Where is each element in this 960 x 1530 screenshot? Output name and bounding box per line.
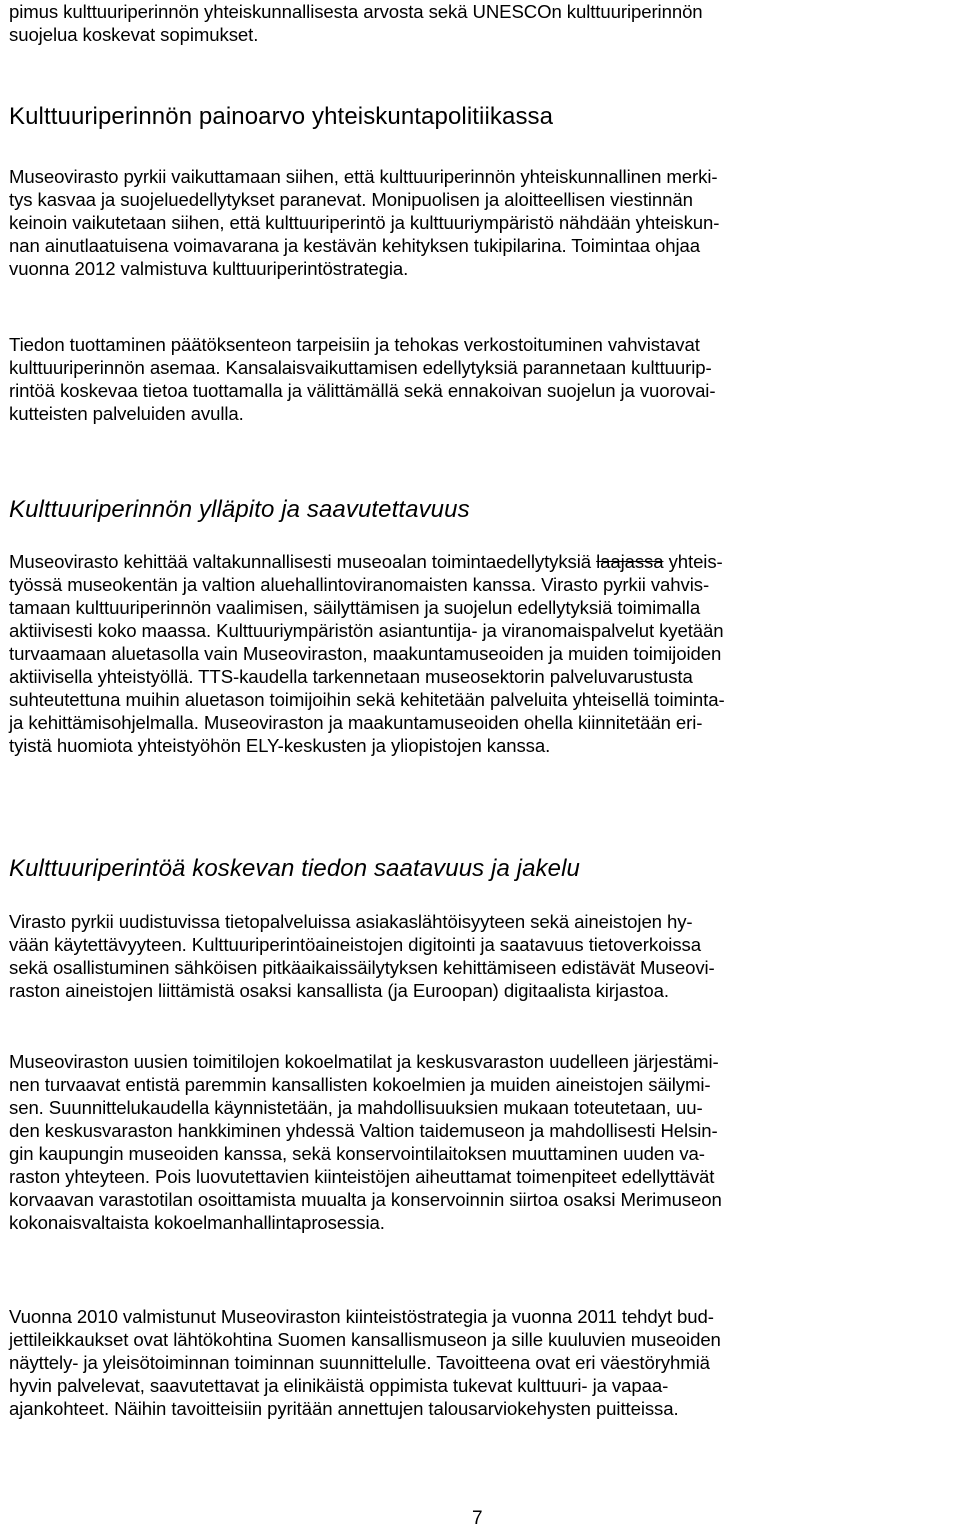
text-line: pimus kulttuuriperinnön yhteiskunnallisesta arvosta sekä UNESCOn kulttuuriperinnön — [9, 1, 703, 22]
text-line: vuonna 2012 valmistuva kulttuuriperintöstrategia. — [9, 258, 409, 279]
struck-text: laajassa — [596, 551, 664, 572]
paragraph-yllapito-1 — [9, 550, 954, 757]
section-heading-yllapito: Kulttuuriperinnön ylläpito ja saavutettavuus — [9, 496, 470, 523]
text-line: ja kehittämisohjelmalla. Museoviraston ja maakuntamuseoiden ohella kiinnitetään eri- — [9, 712, 703, 733]
text-line: nan ainutlaatuisena voimavarana ja kestävän kehityksen tukipilarina. Toimintaa ohjaa — [9, 235, 701, 256]
intro-paragraph — [9, 0, 954, 46]
text-line: näyttely- ja yleisötoiminnan toiminnan suunnittelulle. Tavoitteena ovat eri väestöryhmiä — [9, 1352, 710, 1373]
paragraph-painoarvo-1 — [9, 165, 954, 280]
text-line: sekä osallistuminen sähköisen pitkäaikaissäilytyksen kehittämiseen edistävät Museovi- — [9, 957, 715, 978]
text-line: ajankohteet. Näihin tavoitteisiin pyritään annettujen talousarviokehysten puitteissa. — [9, 1398, 679, 1419]
paragraph-saatavuus-3 — [9, 1305, 954, 1420]
page-number: 7 — [472, 1508, 483, 1529]
section-heading-saatavuus: Kulttuuriperintöä koskevan tiedon saatavuus ja jakelu — [9, 855, 580, 882]
text-line: tys kasvaa ja suojeluedellytykset paranevat. Monipuolisen ja aloitteellisen viestinnän — [9, 189, 693, 210]
text-line: suojelua koskevat sopimukset. — [9, 24, 259, 45]
text-line: hyvin palvelevat, saavutettavat ja elinikäistä oppimista tukevat kulttuuri- ja vapaa- — [9, 1375, 669, 1396]
line-segment: Museovirasto kehittää valtakunnallisesti museoalan toimintaedellytyksiä — [9, 551, 597, 572]
text-line: vään käytettävyyteen. Kulttuuriperintöaineistojen digitointi ja saatavuus tietoverkoissa — [9, 934, 701, 955]
section-heading-painoarvo: Kulttuuriperinnön painoarvo yhteiskuntapolitiikassa — [9, 103, 554, 130]
text-line: gin kaupungin museoiden kanssa, sekä konservointilaitoksen muuttaminen uuden va- — [9, 1143, 705, 1164]
text-line: raston yhteyteen. Pois luovutettavien kiinteistöjen aiheuttamat toimenpiteet edellyttävät — [9, 1166, 715, 1187]
text-line — [9, 550, 954, 573]
paragraph-saatavuus-1 — [9, 910, 954, 1002]
text-line: sen. Suunnittelukaudella käynnistetään, ja mahdollisuuksien mukaan toteutetaan, uu- — [9, 1097, 703, 1118]
text-line: työssä museokentän ja valtion aluehallintoviranomaisten kanssa. Virasto pyrkii vahvis- — [9, 574, 710, 595]
text-line: Museoviraston uusien toimitilojen kokoelmatilat ja keskusvaraston uudelleen järjestämi- — [9, 1051, 719, 1072]
text-line: keinoin vaikutetaan siihen, että kulttuuriperintö ja kulttuuriympäristö nähdään yhteiskun- — [9, 212, 720, 233]
text-line: kutteisten palveluiden avulla. — [9, 403, 244, 424]
text-line: aktiivisella yhteistyöllä. TTS-kaudella tarkennetaan museosektorin palveluvarustusta — [9, 666, 693, 687]
text-line: kokonaisvaltaista kokoelmanhallintaprosessia. — [9, 1212, 385, 1233]
text-line: Vuonna 2010 valmistunut Museoviraston kiinteistöstrategia ja vuonna 2011 tehdyt bud- — [9, 1306, 714, 1327]
text-line: Virasto pyrkii uudistuvissa tietopalveluissa asiakaslähtöisyyteen sekä aineistojen hy- — [9, 911, 693, 932]
text-line: raston aineistojen liittämistä osaksi kansallista (ja Euroopan) digitaalista kirjastoa. — [9, 980, 669, 1001]
paragraph-saatavuus-2 — [9, 1050, 954, 1234]
text-line: tyistä huomiota yhteistyöhön ELY-keskusten ja yliopistojen kanssa. — [9, 735, 551, 756]
text-line: tamaan kulttuuriperinnön vaalimisen, säilyttämisen ja suojelun edellytyksiä toimimalla — [9, 597, 701, 618]
text-line: aktiivisesti koko maassa. Kulttuuriympäristön asiantuntija- ja viranomaispalvelut kyetään — [9, 620, 724, 641]
text-line: suhteutettuna muihin aluetason toimijoihin sekä kehitetään palveluita yhteisellä toiminta- — [9, 689, 725, 710]
text-line: turvaamaan aluetasolla vain Museoviraston, maakuntamuseoiden ja muiden toimijoiden — [9, 643, 722, 664]
text-line: Tiedon tuottaminen päätöksenteon tarpeisiin ja tehokas verkostoituminen vahvistavat — [9, 334, 700, 355]
text-line: kulttuuriperinnön asemaa. Kansalaisvaikuttamisen edellytyksiä parannetaan kulttuurip- — [9, 357, 712, 378]
text-line: Museovirasto pyrkii vaikuttamaan siihen, että kulttuuriperinnön yhteiskunnallinen merki- — [9, 166, 718, 187]
text-line: nen turvaavat entistä paremmin kansallisten kokoelmien ja muiden aineistojen säilymi- — [9, 1074, 711, 1095]
text-line: den keskusvaraston hankkiminen yhdessä Valtion taidemuseon ja mahdollisesti Helsin- — [9, 1120, 718, 1141]
text-line: rintöä koskevaa tietoa tuottamalla ja välittämällä sekä ennakoivan suojelun ja vuorovai- — [9, 380, 716, 401]
text-line: jettileikkaukset ovat lähtökohtina Suomen kansallismuseon ja sille kuuluvien museoiden — [9, 1329, 721, 1350]
text-line: korvaavan varastotilan osoittamista muualta ja konservoinnin siirtoa osaksi Merimuseon — [9, 1189, 722, 1210]
paragraph-painoarvo-2 — [9, 333, 954, 425]
line-segment: yhteis- — [663, 551, 723, 572]
